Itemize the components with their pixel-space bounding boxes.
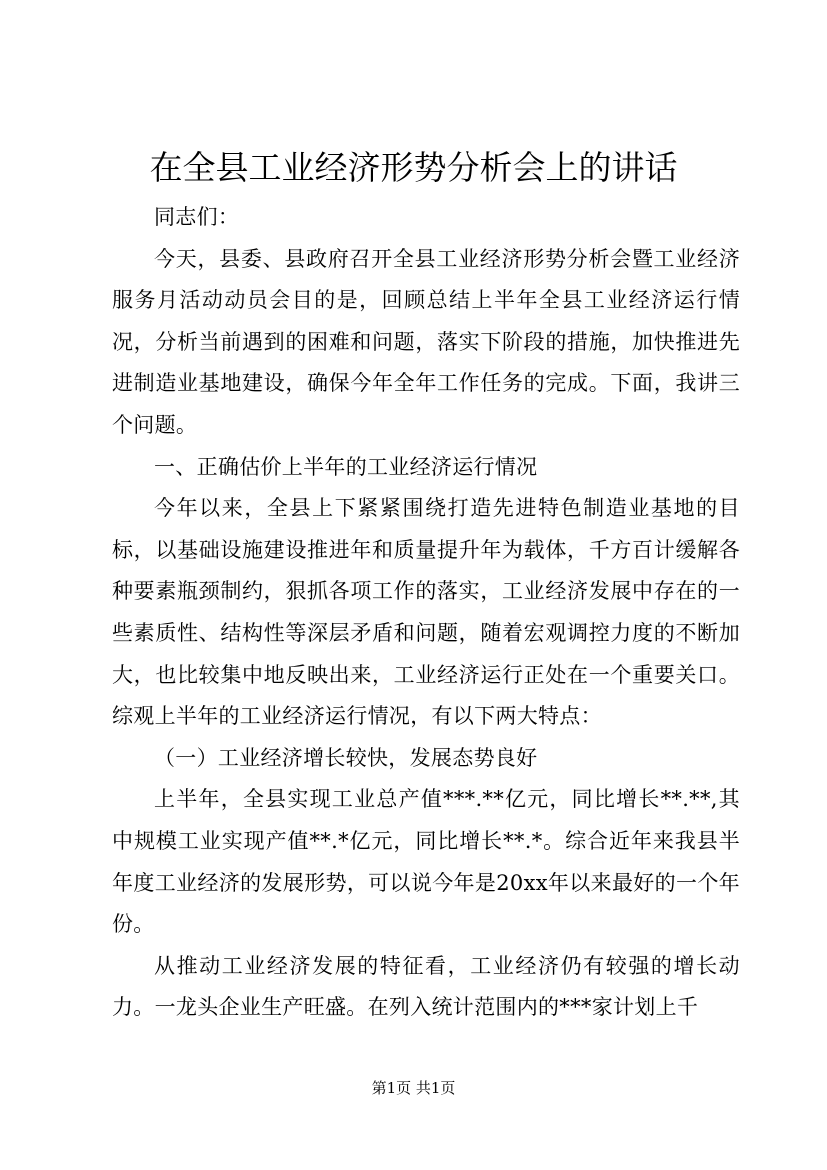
paragraph-output: 上半年，全县实现工业总产值***.**亿元，同比增长**.**,其中规模工业实现产值**.*亿元，同比增长**.*。综合近年来我县半年度工业经济的发展形势，可以说今年是20xx年以来最好的一个年份。 [112, 787, 740, 937]
paragraph-intro: 今天，县委、县政府召开全县工业经济形势分析会暨工业经济服务月活动动员会目的是，回顾总结上半年全县工业经济运行情况，分析当前遇到的困难和问题，落实下阶段的措施，加快推进先进制造业基地建设，确保今年全年工作任务的完成。下面，我讲三个问题。 [112, 246, 740, 437]
salutation: 同志们： [154, 205, 240, 229]
paragraph-overview: 今年以来，全县上下紧紧围绕打造先进特色制造业基地的目标，以基础设施建设推进年和质量提升年为载体，千方百计缓解各种要素瓶颈制约，狠抓各项工作的落实，工业经济发展中存在的一些素质性、结构性等深层矛盾和问题，随着宏观调控力度的不断加大，也比较集中地反映出来，工业经济运行正处在一个重要关口。综观上半年的工业经济运行情况，有以下两大特点： [112, 496, 740, 729]
paragraph-growth-drivers: 从推动工业经济发展的特征看，工业经济仍有较强的增长动力。一龙头企业生产旺盛。在列入统计范围内的***家计划上千 [112, 953, 740, 1020]
subsection-heading-1: （一）工业经济增长较快，发展态势良好 [154, 745, 538, 770]
section-heading-1: 一、正确估价上半年的工业经济运行情况 [154, 454, 538, 479]
document-title: 在全县工业经济形势分析会上的讲话 [149, 148, 678, 187]
page-footer: 第1页 共1页 [371, 1079, 456, 1097]
document-body [112, 197, 740, 1029]
